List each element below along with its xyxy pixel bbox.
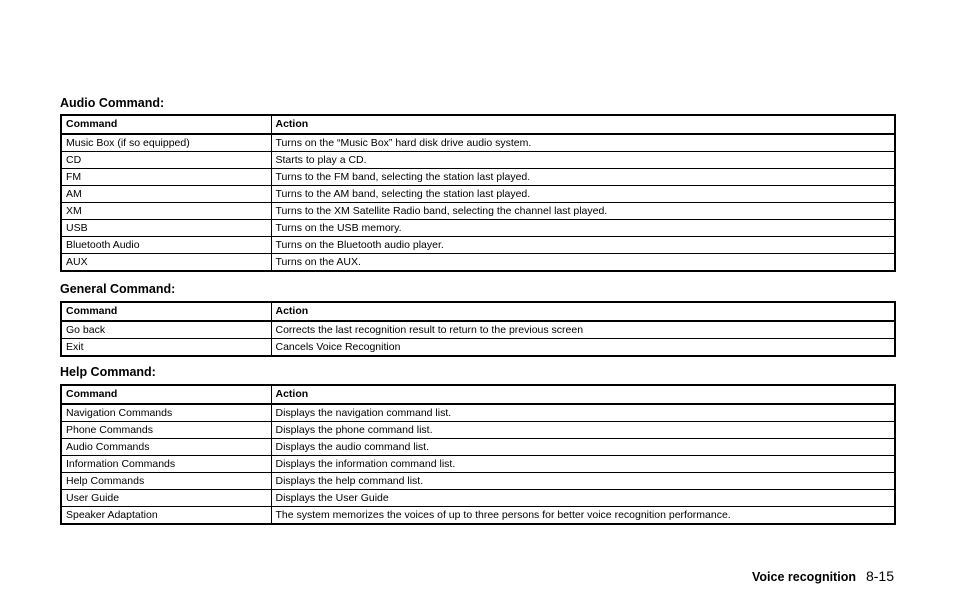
command-cell: Bluetooth Audio (61, 237, 271, 254)
command-cell: Exit (61, 339, 271, 357)
table-row (61, 237, 895, 254)
table-row (61, 490, 895, 507)
action-cell: Turns on the USB memory. (271, 220, 895, 237)
column-header-action: Action (271, 385, 895, 404)
table-row (61, 507, 895, 525)
table-header-row (61, 385, 895, 404)
action-cell: Cancels Voice Recognition (271, 339, 895, 357)
action-cell: Displays the information command list. (271, 456, 895, 473)
command-cell: Speaker Adaptation (61, 507, 271, 525)
command-cell: User Guide (61, 490, 271, 507)
command-cell: Navigation Commands (61, 404, 271, 422)
help-command-heading: Help Command: (60, 365, 156, 379)
audio-command-table (60, 114, 896, 272)
action-cell: Turns on the Bluetooth audio player. (271, 237, 895, 254)
table-row (61, 422, 895, 439)
footer-section-title: Voice recognition (752, 570, 856, 584)
action-cell: Turns to the AM band, selecting the station last played. (271, 186, 895, 203)
command-cell: Music Box (if so equipped) (61, 134, 271, 152)
table-row (61, 186, 895, 203)
table-header-row (61, 302, 895, 321)
command-cell: XM (61, 203, 271, 220)
command-cell: CD (61, 152, 271, 169)
table-row (61, 321, 895, 339)
table-row (61, 254, 895, 272)
table-header-row (61, 115, 895, 134)
command-cell: Information Commands (61, 456, 271, 473)
action-cell: Displays the User Guide (271, 490, 895, 507)
column-header-command: Command (61, 302, 271, 321)
command-cell: Audio Commands (61, 439, 271, 456)
action-cell: Turns to the XM Satellite Radio band, selecting the channel last played. (271, 203, 895, 220)
action-cell: Displays the phone command list. (271, 422, 895, 439)
action-cell: Displays the audio command list. (271, 439, 895, 456)
table-row (61, 456, 895, 473)
column-header-command: Command (61, 385, 271, 404)
action-cell: Turns on the AUX. (271, 254, 895, 272)
column-header-action: Action (271, 302, 895, 321)
page-footer (752, 568, 894, 585)
table-row (61, 203, 895, 220)
audio-command-heading: Audio Command: (60, 96, 165, 110)
command-cell: Help Commands (61, 473, 271, 490)
command-cell: Phone Commands (61, 422, 271, 439)
action-cell: Displays the navigation command list. (271, 404, 895, 422)
column-header-command: Command (61, 115, 271, 134)
table-row (61, 404, 895, 422)
action-cell: Turns on the “Music Box” hard disk drive audio system. (271, 134, 895, 152)
general-command-heading: General Command: (60, 282, 176, 296)
command-cell: AM (61, 186, 271, 203)
command-cell: AUX (61, 254, 271, 272)
table-row (61, 439, 895, 456)
help-command-table (60, 384, 896, 525)
general-command-table (60, 301, 896, 357)
command-cell: Go back (61, 321, 271, 339)
table-row (61, 152, 895, 169)
table-row (61, 473, 895, 490)
action-cell: The system memorizes the voices of up to three persons for better voice recognition performance. (271, 507, 895, 525)
action-cell: Corrects the last recognition result to return to the previous screen (271, 321, 895, 339)
action-cell: Turns to the FM band, selecting the station last played. (271, 169, 895, 186)
column-header-action: Action (271, 115, 895, 134)
table-row (61, 134, 895, 152)
command-cell: USB (61, 220, 271, 237)
action-cell: Displays the help command list. (271, 473, 895, 490)
table-row (61, 339, 895, 357)
action-cell: Starts to play a CD. (271, 152, 895, 169)
table-row (61, 220, 895, 237)
table-row (61, 169, 895, 186)
page-number: 8-15 (865, 568, 894, 584)
command-cell: FM (61, 169, 271, 186)
